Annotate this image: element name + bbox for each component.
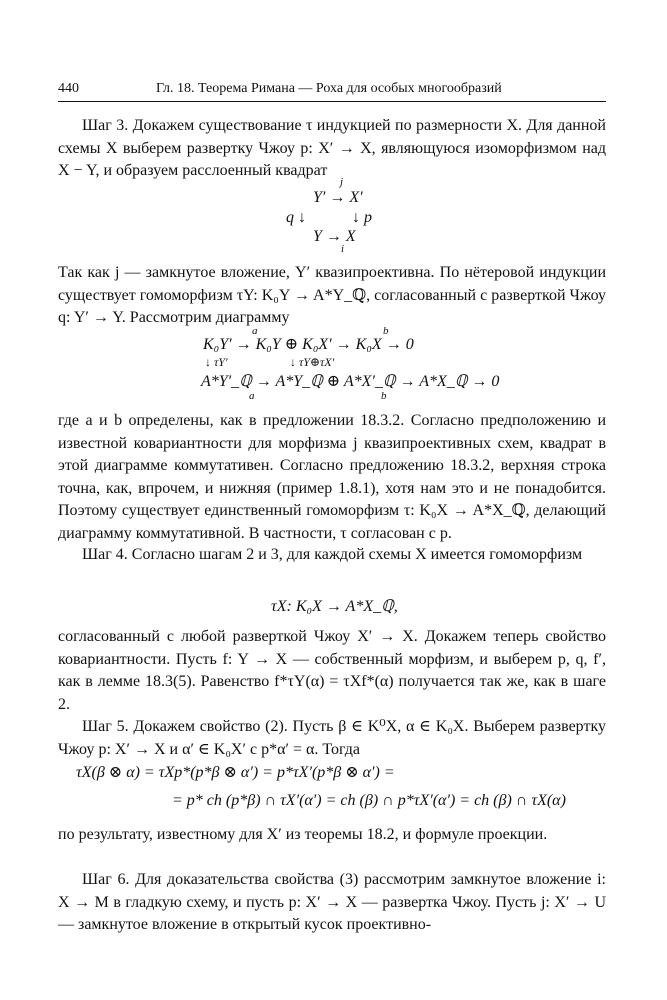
square-bottom-row: Y → X xyxy=(313,228,356,245)
diagram-bottom-row: A*Y′_ℚ → A*Y_ℚ ⊕ A*X′_ℚ → A*X_ℚ → 0 xyxy=(201,373,500,390)
paragraph-step-4: Шаг 4. Согласно шагам 2 и 3, для каждой схемы X имеется гомоморфизм xyxy=(82,546,583,563)
diagram-col2-arrow: ↓ τY⊕τX′ xyxy=(290,355,335,369)
diagram-top-row: K₀Y′ → K₀Y ⊕ K₀X′ → K₀X → 0 xyxy=(203,336,414,353)
label-b-bottom: b xyxy=(381,390,387,402)
paragraph-step-3: Шаг 3. Докажем существование τ индукцией по размерности X. Для данной схемы X выберем развертку Чжоу p: X′ → X, являющуюся изоморфизмом над X − Y, и образуем расслоенный квадрат xyxy=(58,117,606,179)
label-i: i xyxy=(341,243,345,255)
label-b-top: b xyxy=(383,325,389,337)
chapter-title: Гл. 18. Теорема Римана — Роха для особых многообразий xyxy=(156,81,502,96)
square-right-arrow: ↓ p xyxy=(352,209,372,226)
formula-line-2: = p* ch (p*β) ∩ τX′(α′) = ch (β) ∩ p*τX′(α′) = ch (β) ∩ τX(α) xyxy=(172,792,566,809)
label-a-top: a xyxy=(252,325,258,337)
paragraph-commutativity: где a и b определены, как в предложении 18.3.2. Согласно предположению и известной ковариантности для морфизма j квазипроективных схем, квадрат в этой диаграмме коммутативен. Согласно предложению 18.3.2, верхняя строка точна, как, впрочем, и нижняя (пример 1.8.1), хотя нам это и не понадобится. Поэтому существует единственный гомоморфизм τ: K₀X → A*X_ℚ, делающий диаграмму коммутативной. В частности, τ согласован с p. xyxy=(58,412,606,542)
square-left-arrow: q ↓ xyxy=(286,209,306,226)
formula-line-1: τX(β ⊗ α) = τXp*(p*β ⊗ α′) = p*τX′(p*β ⊗ α′) = xyxy=(76,764,395,781)
paragraph-step-6: Шаг 6. Для доказательства свойства (3) рассмотрим замкнутое вложение i: X → M в гладкую схему, и пусть p: X′ → X — развертка Чжоу. Пусть j: X′ → U — замкнутое вложение в открытый кусок проективно- xyxy=(58,871,606,933)
header-rule xyxy=(58,101,606,102)
paragraph-projection: по результату, известному для X′ из теоремы 18.2, и формуле проекции. xyxy=(58,826,548,843)
page-number: 440 xyxy=(58,81,79,96)
paragraph-noetherian: Так как j — замкнутое вложение, Y′ квазипроективна. По нётеровой индукции существует гомоморфизм τY: K₀Y → A*Y_ℚ, согласованный с разверткой Чжоу q: Y′ → Y. Рассмотрим диаграмму xyxy=(58,264,606,326)
paragraph-step-5: Шаг 5. Докажем свойство (2). Пусть β ∈ K⁰X, α ∈ K₀X. Выберем развертку Чжоу p: X′ → X и α′ ∈ K₀X′ с p*α′ = α. Тогда xyxy=(58,718,606,758)
diagram-col1-arrow: ↓ τY′ xyxy=(205,355,228,369)
square-top-row: Y′ → X′ xyxy=(313,189,363,206)
label-a-bottom: a xyxy=(249,390,255,402)
paragraph-covariance: согласованный с любой разверткой Чжоу X′ → X. Докажем теперь свойство ковариантности. Пусть f: Y → X — собственный морфизм, и выберем p, q, f′, как в лемме 18.3(5). Равенство f*τY(α) = τXf*(α) получается так же, как в шаге 2. xyxy=(58,628,606,713)
formula-tau-x: τX: K₀X → A*X_ℚ, xyxy=(271,598,398,615)
label-j: j xyxy=(340,176,344,188)
